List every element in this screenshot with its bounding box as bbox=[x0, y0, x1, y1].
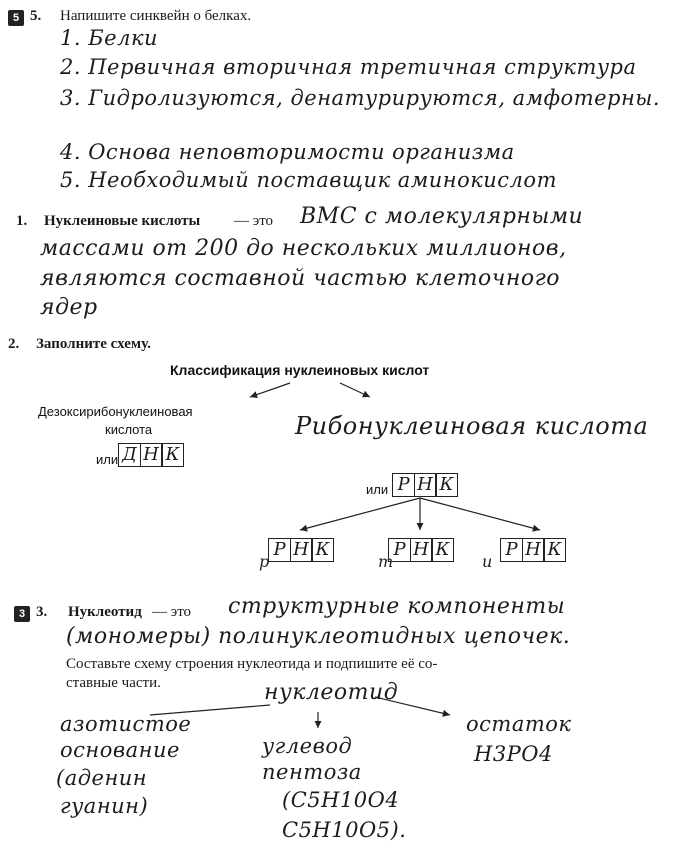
task3-dash: — это bbox=[152, 604, 192, 620]
rrna-abbr-boxes bbox=[268, 538, 333, 562]
rna-abbr-cell: Р bbox=[392, 473, 415, 497]
task5-answer-4: 4. Основа неповторимости организма bbox=[60, 140, 515, 164]
scheme-left-line3: (аденин bbox=[56, 766, 148, 790]
task1-answer-4: ядер bbox=[40, 295, 98, 320]
task2-instruction: Заполните схему. bbox=[36, 336, 151, 352]
rna-abbr-cell: К bbox=[435, 473, 458, 497]
task2-number: 2. bbox=[8, 336, 20, 352]
task-marker-icon: 3 bbox=[14, 606, 30, 622]
scheme-middle-line4: C5H10O5). bbox=[282, 818, 407, 842]
task3-number: 3. bbox=[36, 604, 48, 620]
task3-answer-2: (мономеры) полинуклеотидных цепочек. bbox=[66, 624, 571, 649]
task3-instruction-line2: ставные части. bbox=[66, 675, 161, 691]
scheme-center-nucleotide: нуклеотид bbox=[264, 680, 399, 705]
task1-term: Нуклеиновые кислоты bbox=[44, 213, 201, 229]
scheme-right-line1: остаток bbox=[466, 712, 572, 736]
task-marker-icon: 5 bbox=[8, 10, 24, 26]
task3-term: Нуклеотид bbox=[68, 604, 142, 620]
irna-abbr-boxes bbox=[500, 538, 565, 562]
irna-abbr-cell: Н bbox=[522, 538, 545, 562]
dna-label-line1: Дезоксирибонуклеиновая bbox=[38, 404, 193, 419]
dna-abbr-cell: Д bbox=[118, 443, 141, 467]
scheme-left-line1: азотистое bbox=[60, 712, 192, 736]
trna-abbr-cell: Р bbox=[388, 538, 411, 562]
task3-answer-1: структурные компоненты bbox=[228, 594, 566, 619]
dna-ili: или bbox=[96, 452, 119, 467]
rrna-prefix: р bbox=[259, 552, 270, 571]
task1-answer-1: ВМС с молекулярными bbox=[300, 204, 584, 229]
task1-answer-2: массами от 200 до нескольких миллионов, bbox=[40, 236, 567, 261]
task5-answer-2: 2. Первичная вторичная третичная структура bbox=[60, 55, 637, 79]
scheme-right-line2: H3PO4 bbox=[474, 742, 553, 766]
task1-answer-3: являются составной частью клеточного bbox=[40, 266, 561, 291]
trna-abbr-cell: К bbox=[431, 538, 454, 562]
rna-handwritten-name: Рибонуклеиновая кислота bbox=[295, 412, 649, 440]
scheme-title: Классификация нуклеиновых кислот bbox=[170, 362, 430, 378]
task5-question: Напишите синквейн о белках. bbox=[60, 8, 252, 24]
dna-abbr-boxes bbox=[118, 443, 183, 467]
task5-answer-1: 1. Белки bbox=[60, 26, 159, 50]
trna-abbr-boxes bbox=[388, 538, 453, 562]
task5-answer-5: 5. Необходимый поставщик аминокислот bbox=[60, 168, 557, 192]
scheme-left-line4: гуанин) bbox=[60, 794, 149, 818]
trna-prefix: т bbox=[378, 552, 394, 571]
scheme-middle-line3: (C5H10O4 bbox=[282, 788, 400, 812]
rna-abbr-cell: Н bbox=[414, 473, 437, 497]
dna-label-line2: кислота bbox=[105, 422, 153, 437]
rna-abbr-boxes bbox=[392, 473, 457, 497]
irna-abbr-cell: К bbox=[543, 538, 566, 562]
rrna-abbr-cell: Р bbox=[268, 538, 291, 562]
scheme-middle-line1: углевод bbox=[262, 734, 353, 758]
trna-abbr-cell: Н bbox=[410, 538, 433, 562]
rrna-abbr-cell: К bbox=[311, 538, 334, 562]
task1-number: 1. bbox=[16, 213, 28, 229]
task3-instruction-line1: Составьте схему строения нуклеотида и подпишите её со- bbox=[66, 656, 438, 672]
task5-number: 5. bbox=[30, 8, 42, 24]
task5-answer-3: 3. Гидролизуются, денатурируются, амфотерны. bbox=[60, 86, 661, 110]
scheme-left-line2: основание bbox=[60, 738, 180, 762]
rna-ili: или bbox=[366, 482, 389, 497]
rrna-abbr-cell: Н bbox=[290, 538, 313, 562]
dna-abbr-cell: К bbox=[161, 443, 184, 467]
irna-abbr-cell: Р bbox=[500, 538, 523, 562]
task1-dash: — это bbox=[234, 213, 274, 229]
irna-prefix: и bbox=[482, 552, 493, 571]
dna-abbr-cell: Н bbox=[140, 443, 163, 467]
scheme-middle-line2: пентоза bbox=[262, 760, 362, 784]
